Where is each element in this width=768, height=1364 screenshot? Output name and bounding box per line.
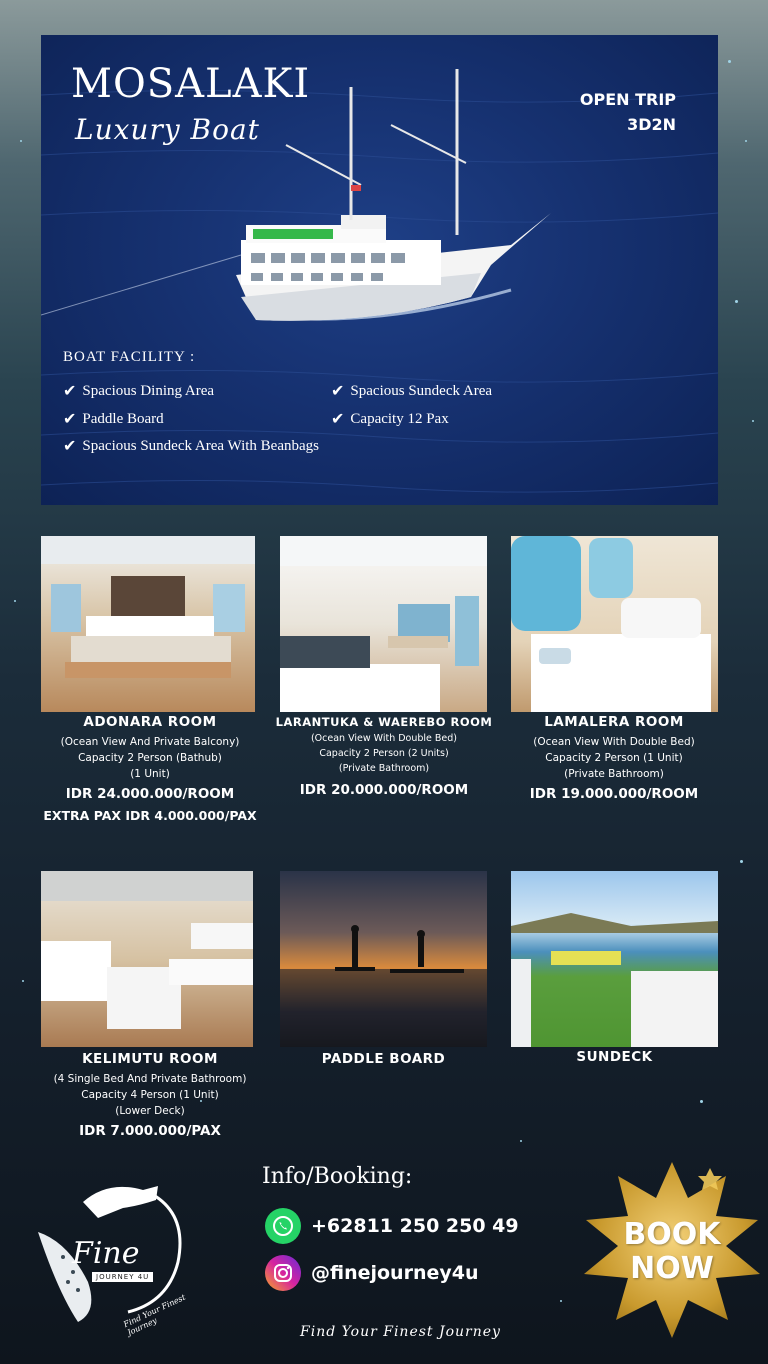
boat-title: MOSALAKI <box>71 61 311 107</box>
sundeck-caption: SUNDECK <box>576 1049 653 1065</box>
instagram-contact[interactable] <box>265 1255 479 1291</box>
room-name: LARANTUKA & WAEREBO ROOM <box>275 715 493 729</box>
room-name: LAMALERA ROOM <box>544 714 684 730</box>
phone-contact[interactable] <box>265 1208 519 1244</box>
paddle-board-photo <box>280 871 487 1047</box>
facility-item: ✔ Paddle Board <box>63 410 164 428</box>
fine-journey-logo <box>28 1172 208 1338</box>
checkmark-icon: ✔ <box>63 438 77 455</box>
room-price: IDR 7.000.000/PAX <box>79 1123 221 1139</box>
checkmark-icon: ✔ <box>63 411 77 428</box>
boat-subtitle: Luxury Boat <box>75 113 260 146</box>
sundeck-photo <box>511 871 718 1047</box>
extra-pax-price: EXTRA PAX IDR 4.000.000/PAX <box>43 808 257 823</box>
logo-subtext: JOURNEY 4U <box>92 1272 153 1282</box>
instagram-icon <box>265 1255 301 1291</box>
facility-item: ✔ Spacious Dining Area <box>63 382 215 400</box>
paddle-board-caption: PADDLE BOARD <box>321 1051 446 1067</box>
trip-duration: 3D2N <box>627 115 676 134</box>
adonara-room-caption: ADONARA ROOM (Ocean View And Private Balcony) Capacity 2 Person (Bathub) (1 Unit) IDR 24.000.000/ROOM EXTRA PAX IDR 4.000.000/PAX <box>38 714 262 823</box>
hero-banner <box>41 35 718 505</box>
facility-item: ✔ Spacious Sundeck Area <box>331 382 493 400</box>
book-now-button[interactable]: BOOK NOW <box>623 1217 721 1286</box>
kelimutu-room-photo <box>41 871 253 1047</box>
trip-label <box>580 87 676 137</box>
room-name: KELIMUTU ROOM <box>82 1051 218 1067</box>
adonara-room-photo <box>41 536 255 712</box>
larantuka-room-photo <box>280 536 487 712</box>
checkmark-icon: ✔ <box>63 383 77 400</box>
logo-tagline: Find Your Finest Journey <box>122 1292 187 1338</box>
room-price: IDR 20.000.000/ROOM <box>299 782 469 798</box>
facility-item: ✔ Capacity 12 Pax <box>331 410 449 428</box>
checkmark-icon: ✔ <box>331 411 345 428</box>
whatsapp-icon <box>265 1208 301 1244</box>
trip-type: OPEN TRIP <box>579 90 676 109</box>
lamalera-room-photo <box>511 536 718 712</box>
room-price: IDR 24.000.000/ROOM <box>65 786 235 802</box>
facility-heading: BOAT FACILITY : <box>63 349 196 365</box>
footer-tagline: Find Your Finest Journey <box>300 1324 501 1340</box>
kelimutu-room-caption: KELIMUTU ROOM (4 Single Bed And Private Bathroom) Capacity 4 Person (1 Unit) (Lower Deck) IDR 7.000.000/PAX <box>38 1051 262 1139</box>
instagram-handle: @finejourney4u <box>311 1262 479 1284</box>
logo-word: Fine <box>72 1236 140 1271</box>
larantuka-room-caption: LARANTUKA & WAEREBO ROOM (Ocean View With Double Bed) Capacity 2 Person (2 Units) (Private Bathroom) IDR 20.000.000/ROOM <box>272 715 496 798</box>
lamalera-room-caption: LAMALERA ROOM (Ocean View With Double Bed) Capacity 2 Person (1 Unit) (Private Bathroom) IDR 19.000.000/ROOM <box>502 714 726 802</box>
checkmark-icon: ✔ <box>331 383 345 400</box>
room-price: IDR 19.000.000/ROOM <box>529 786 699 802</box>
info-booking-title: Info/Booking: <box>262 1164 413 1189</box>
phone-number: +62811 250 250 49 <box>311 1215 519 1237</box>
room-name: ADONARA ROOM <box>83 714 217 730</box>
facility-item: ✔ Spacious Sundeck Area With Beanbags <box>63 437 319 455</box>
